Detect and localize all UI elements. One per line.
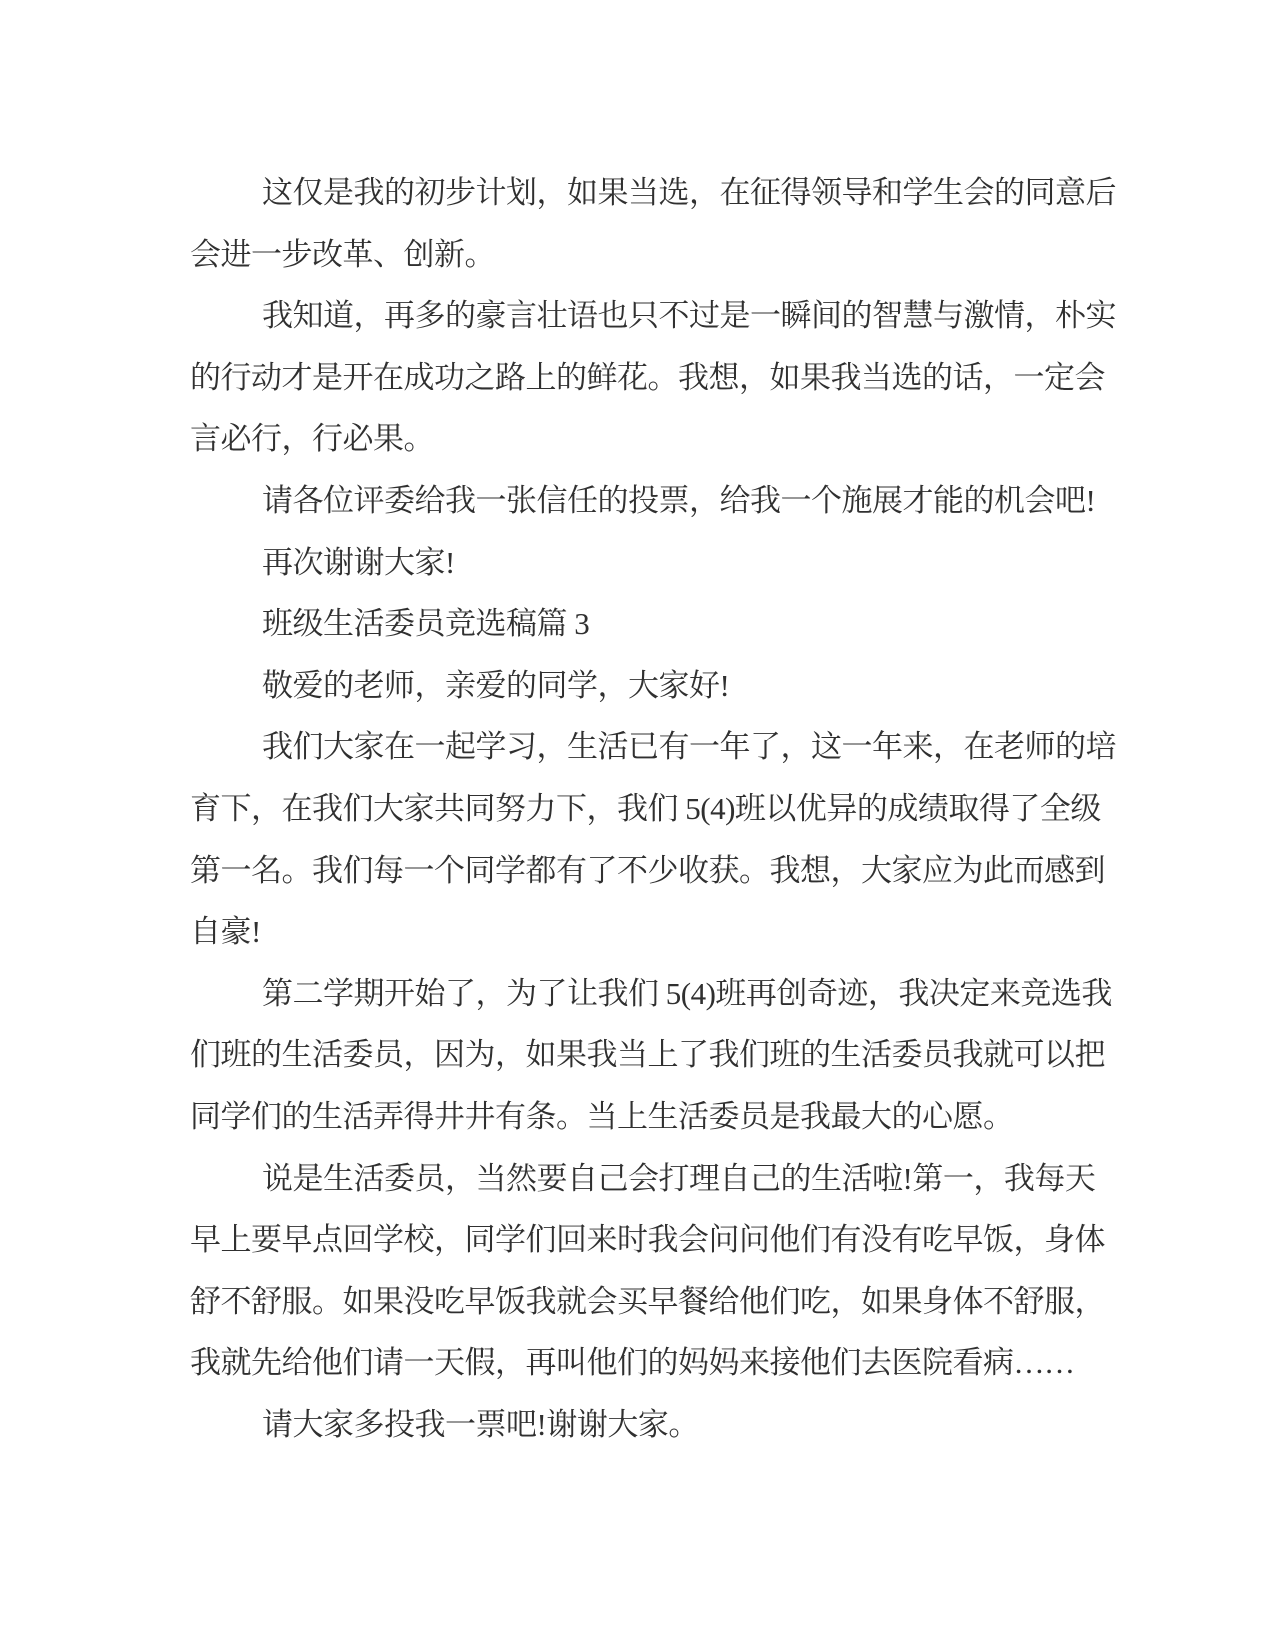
- document-text-block: [190, 162, 1116, 1455]
- text-line: 这仅是我的初步计划，如果当选，在征得领导和学生会的同意后: [262, 175, 1116, 210]
- text-line: 请大家多投我一票吧!谢谢大家。: [262, 1406, 699, 1442]
- text-line: 第二学期开始了，为了让我们 5(4)班再创奇迹，我决定来竞选我: [262, 975, 1112, 1011]
- text-line: 我知道，再多的豪言壮语也只不过是一瞬间的智慧与激情，朴实: [262, 298, 1116, 334]
- text-line: 再次谢谢大家!: [262, 544, 455, 580]
- text-line: 第一名。我们每一个同学都有了不少收获。我想，大家应为此而感到: [190, 852, 1105, 888]
- text-line: 的行动才是开在成功之路上的鲜花。我想，如果我当选的话，一定会: [190, 359, 1105, 395]
- text-line: 早上要早点回学校，同学们回来时我会问问他们有没有吃早饭，身体: [190, 1222, 1105, 1258]
- text-line: 言必行，行必果。: [190, 421, 434, 457]
- text-line: 会进一步改革、创新。: [190, 236, 495, 272]
- text-line: 我就先给他们请一天假，再叫他们的妈妈来接他们去医院看病……: [190, 1345, 1075, 1381]
- text-line: 我们大家在一起学习，生活已有一年了，这一年来，在老师的培: [262, 729, 1116, 765]
- text-line: 育下，在我们大家共同努力下，我们 5(4)班以优异的成绩取得了全级: [190, 790, 1101, 826]
- text-line: 舒不舒服。如果没吃早饭我就会买早餐给他们吃，如果身体不舒服，: [190, 1283, 1105, 1319]
- text-line: 自豪!: [190, 914, 261, 950]
- text-line: 们班的生活委员，因为，如果我当上了我们班的生活委员我就可以把: [190, 1037, 1105, 1073]
- section-heading-line: 班级生活委员竞选稿篇 3: [262, 606, 590, 642]
- text-line: 请各位评委给我一张信任的投票，给我一个施展才能的机会吧!: [262, 482, 1096, 518]
- text-line: 敬爱的老师，亲爱的同学，大家好!: [262, 667, 730, 703]
- text-line: 说是生活委员，当然要自己会打理自己的生活啦!第一，我每天: [262, 1160, 1096, 1196]
- text-line: 同学们的生活弄得井井有条。当上生活委员是我最大的心愿。: [190, 1098, 1014, 1134]
